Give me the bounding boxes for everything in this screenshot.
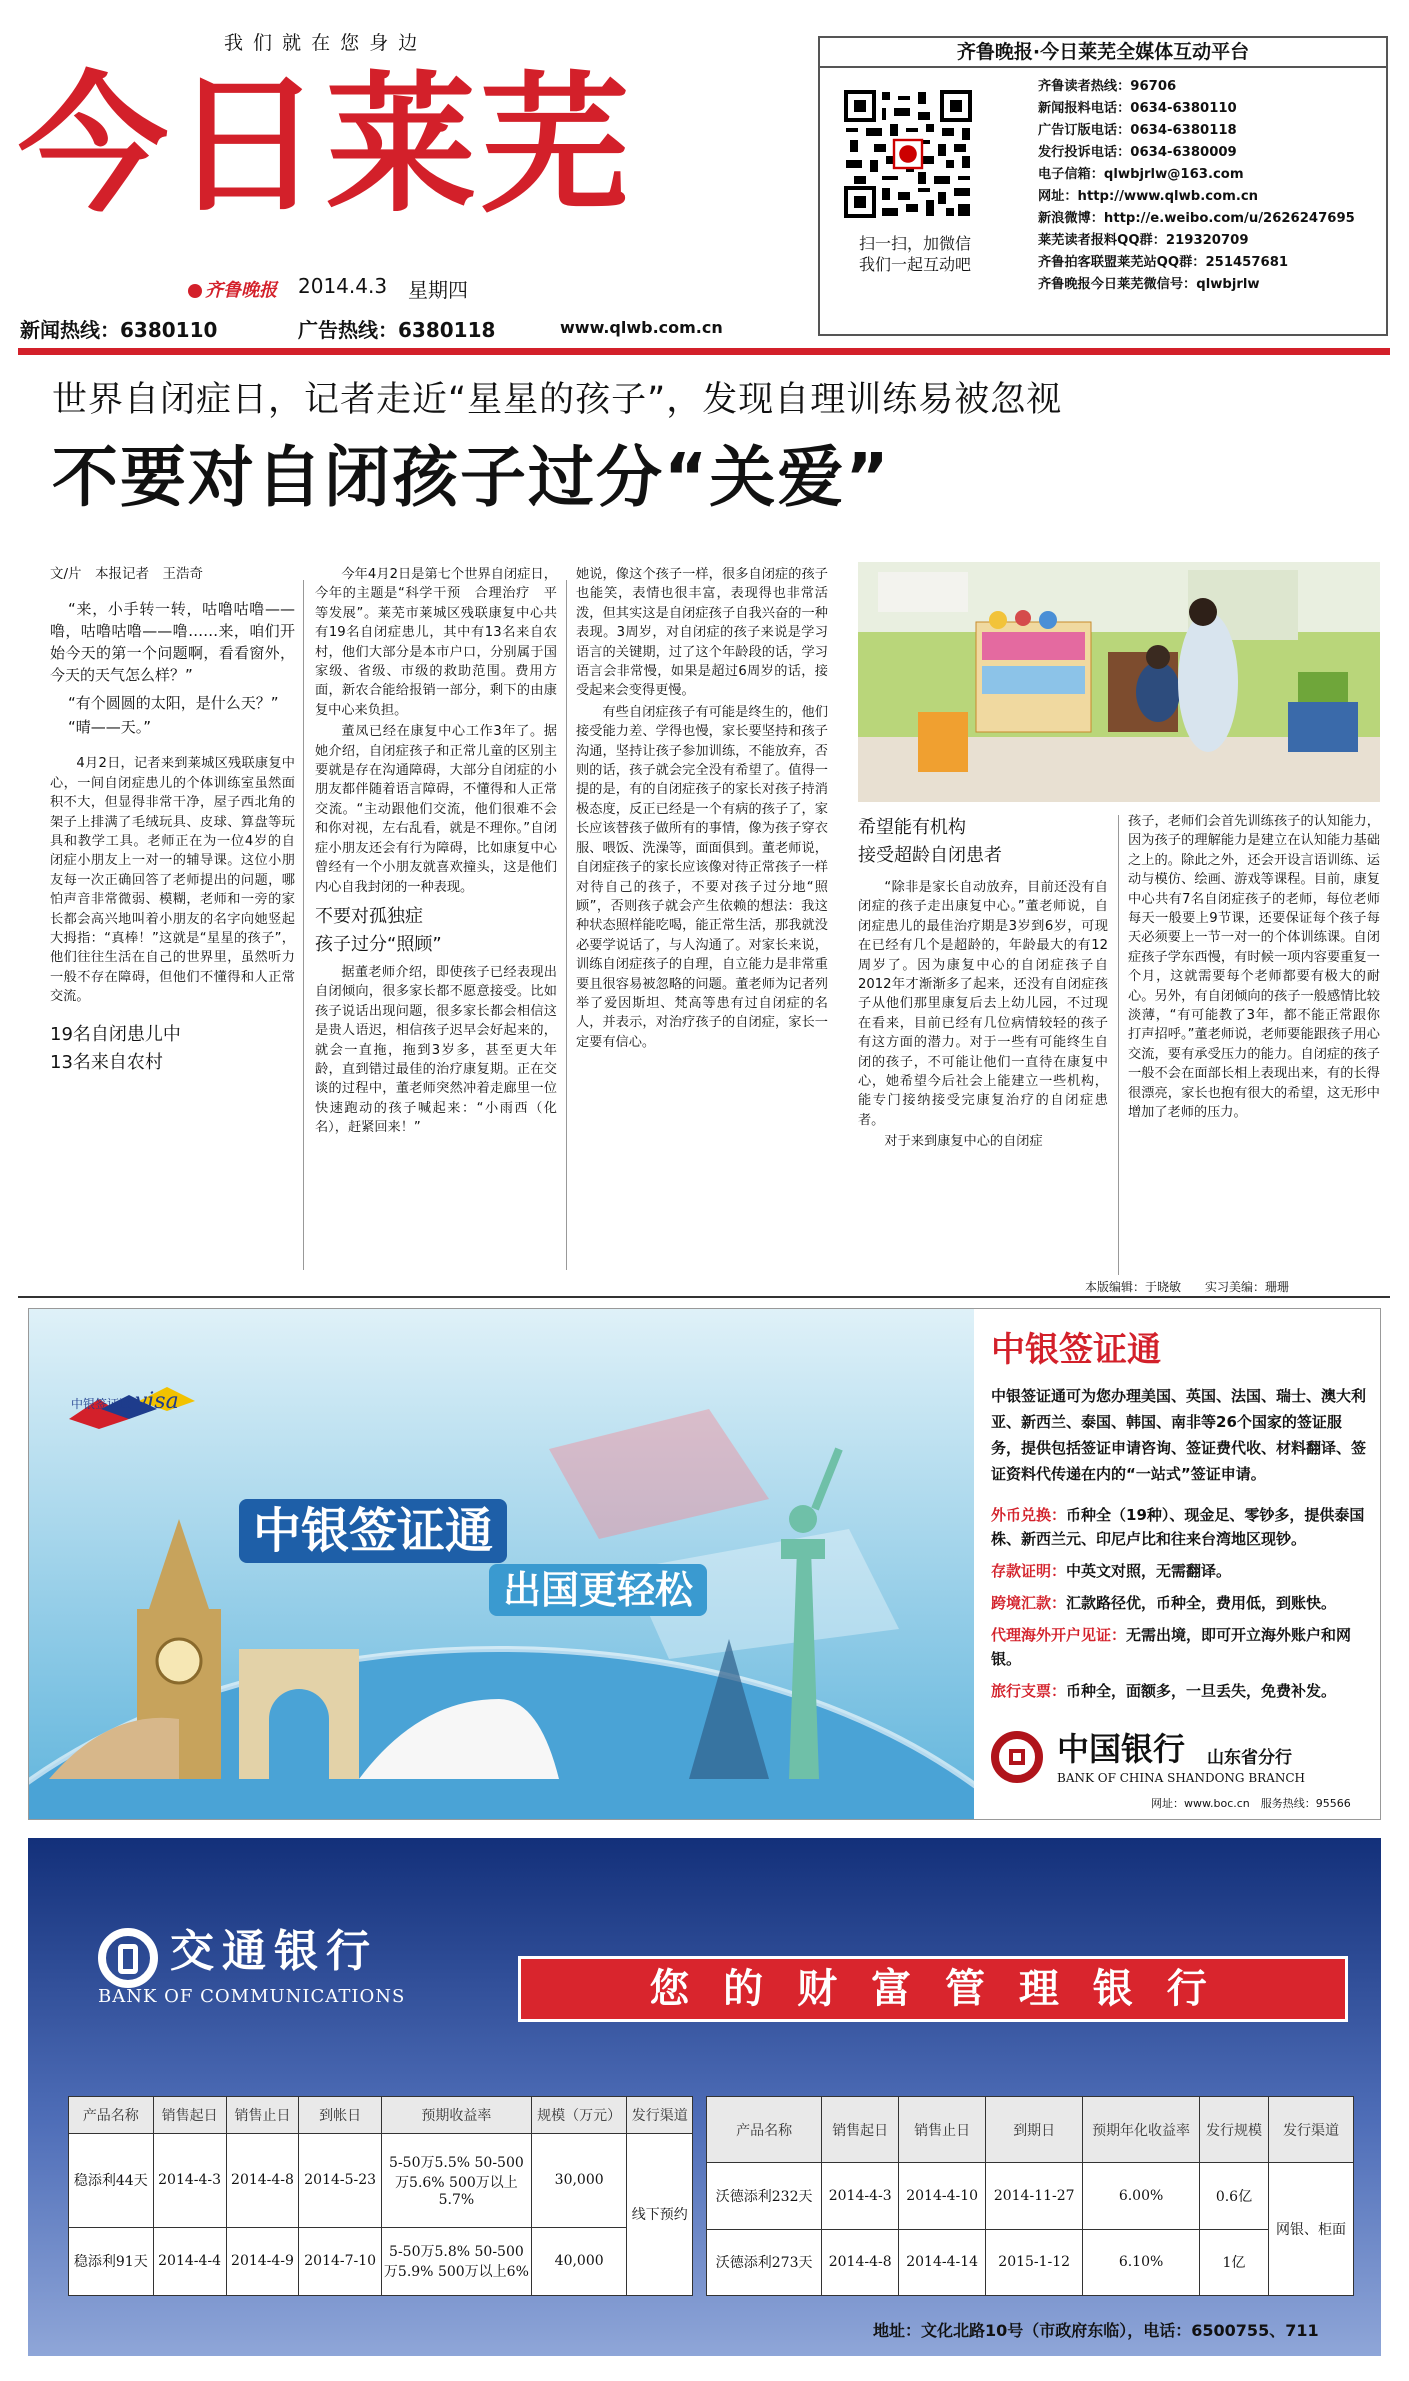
qr-code[interactable]	[842, 88, 974, 220]
bocom-address: 地址：文化北路10号（市政府东临），电话：6500755、711	[873, 2321, 1319, 2340]
article-column-5	[1128, 812, 1380, 1282]
paragraph: 4月2日，记者来到莱城区残联康复中心，一间自闭症患儿的个体训练室虽然面积不大，但显得非常干净，屋子西北角的架子上排满了毛绒玩具、皮球、算盘等玩具和教学工具。老师正在为一位4岁的自闭症小朋友上一对一的辅导课。这位小朋友每一次正确回答了老师提出的问题，哪怕声音非常微弱、模糊，老师和一旁的家长都会高兴地叫着小朋友的名字向她竖起大拇指：“真棒！”这就是“星星的孩子”，他们往往生活在自己的世界里，虽然听力一般不存在障碍，但他们不懂得和人正常交流。	[50, 756, 295, 1005]
contact-line: 莱芜读者报料QQ群：219320709	[1038, 233, 1249, 248]
boc-service: 跨境汇款：汇款路径优，币种全，费用低，到账快。	[991, 1594, 1337, 1612]
boc-ad[interactable]	[28, 1308, 1381, 1820]
table-header: 到帐日	[299, 2097, 381, 2134]
scan-hint: 扫一扫，加微信 我们一起互动吧	[858, 234, 971, 274]
boc-service: 代理海外开户见证：无需出境，即可开立海外账户和网银。	[991, 1626, 1352, 1668]
table-row: 沃德添利273天 2014-4-8 2014-4-14 2015-1-12 6.10% 1亿	[707, 2229, 1354, 2295]
table-row: 稳添利91天 2014-4-4 2014-4-9 2014-7-10 5-50万5.8% 50-500万5.9% 500万以上6% 40,000	[69, 2227, 693, 2295]
boc-ad-description: 中银签证通可为您办理美国、英国、法国、瑞士、澳大利亚、新西兰、泰国、韩国、南非等26个国家的签证服务，提供包括签证申请咨询、签证费代收、材料翻译、签证资料代传递在内的“一站式”签证申请。	[991, 1387, 1367, 1483]
paragraph: 对于来到康复中心的自闭症	[884, 1134, 1043, 1150]
bocom-table-right	[706, 2096, 1354, 2296]
ad-hotline: 广告热线：6380118	[298, 318, 496, 342]
boc-logo: 中国银行 山东省分行 BANK OF CHINA SHANDONG BRANCH	[991, 1729, 1371, 1789]
paragraph: 她说，像这个孩子一样，很多自闭症的孩子也能笑，表情也很丰富，表现得也非常活泼，但其实这是自闭症孩子自我兴奋的一种表现。3周岁，对自闭症的孩子来说是学习语言的关键期，过了这个年龄段的话，学习语言会非常慢，如果是超过6周岁的话，接受起来会变得更慢。	[576, 567, 828, 699]
platform-contacts	[1038, 76, 1383, 296]
bocom-ad[interactable]	[28, 1838, 1381, 2356]
subheading: 希望能有机构 接受超龄自闭患者	[858, 817, 1002, 866]
article-column-2	[315, 565, 557, 1283]
table-header: 销售起日	[153, 2097, 226, 2134]
table-header: 销售止日	[226, 2097, 299, 2134]
paper-title: 今日莱芜	[18, 57, 635, 233]
contact-line: 广告订版电话：0634-6380118	[1038, 123, 1237, 138]
paragraph: 今年4月2日是第七个世界自闭症日，今年的主题是“科学干预 合理治疗 平等发展”。莱芜市莱城区残联康复中心共有19名自闭症患儿，其中有13名来自农村，他们大部分是本市户口，分别属于国家级、省级、市级的救助范围。费用方面，新农合能给报销一部分，剩下的由康复中心来负担。	[315, 567, 557, 718]
boc-service: 旅行支票：币种全，面额多，一旦丢失，免费补发。	[991, 1682, 1337, 1700]
brand-logo: 齐鲁晚报	[188, 276, 277, 302]
brand-icon	[188, 284, 202, 298]
subheading: 19名自闭患儿中 13名来自农村	[50, 1023, 181, 1073]
paragraph: “晴——天。”	[68, 718, 152, 737]
column-divider	[303, 580, 304, 1270]
page-rule	[18, 1296, 1390, 1298]
table-row: 沃德添利232天 2014-4-3 2014-4-10 2014-11-27 6.00% 0.6亿 网银、柜面	[707, 2163, 1354, 2229]
paragraph: 据董老师介绍，即使孩子已经表现出自闭倾向，很多家长都不愿意接受。比如孩子说话出现问题，很多家长都会相信这是贵人语迟，相信孩子迟早会好起来的，就会一直拖，拖到3岁多，甚至更大年龄，直到错过最佳的治疗康复期。正在交谈的过程中，董老师突然冲着走廊里一位快速跑动的孩子喊起来：“小雨西（化名），赶紧回来！”	[315, 964, 557, 1136]
paragraph: “有个圆圆的太阳，是什么天？”	[68, 694, 279, 713]
boc-logo-icon	[991, 1731, 1043, 1783]
contact-line[interactable]: 电子信箱：qlwbjrlw@163.com	[1038, 167, 1244, 182]
contact-line[interactable]: 网址：http://www.qlwb.com.cn	[1038, 189, 1259, 204]
table-header: 销售止日	[899, 2097, 986, 2163]
boc-service: 外币兑换：币种全（19种）、现金足、零钞多，提供泰国株、新西兰元、印尼卢比和往来台湾地区现钞。	[991, 1506, 1365, 1548]
table-header: 到期日	[986, 2097, 1083, 2163]
paragraph: 董凤已经在康复中心工作3年了。据她介绍，自闭症孩子和正常儿童的区别主要就是存在沟通障碍，大部分自闭症的小朋友都伴随着语言障碍，不懂得和人正常交流。“主动跟他们交流，他们很难不会和你对视，左右乱看，就是不理你。”自闭症小朋友还会有行为障碍，比如康复中心曾经有一个小朋友就喜欢撞头，这是他们内心自我封闭的一种表现。	[315, 724, 557, 895]
article-column-4	[858, 808, 1108, 1283]
issue-date: 2014.4.3	[298, 274, 388, 298]
bocom-slogan: 您 的 财 富 管 理 银 行	[518, 1956, 1348, 2022]
table-header: 发行渠道	[1269, 2097, 1354, 2163]
table-header: 预期收益率	[381, 2097, 531, 2134]
boc-ad-title: 中银签证通	[991, 1330, 1161, 1370]
byline: 文/片 本报记者 王浩奇	[50, 566, 204, 582]
boc-site[interactable]: 网址：www.boc.cn 服务热线：95566	[1151, 1797, 1351, 1810]
table-header: 产品名称	[69, 2097, 154, 2134]
table-header: 发行规模	[1199, 2097, 1268, 2163]
article-headline: 不要对自闭孩子过分“关爱”	[52, 439, 891, 516]
website[interactable]: www.qlwb.com.cn	[560, 318, 723, 337]
paragraph: 孩子，老师们会首先训练孩子的认知能力，因为孩子的理解能力是建立在认知能力基础之上的。除此之外，还会开设言语训练、运动与模仿、绘画、游戏等课程。目前，康复中心共有7名自闭症孩子的老师，每位老师每天一般要上9节课，还要保证每个孩子每天必须要上一节一对一的个体训练课。自闭症孩子学东西慢，有时候一项内容要重复一个月，这就需要每个老师都要有极大的耐心。另外，有自闭倾向的孩子一般感情比较淡薄，“有可能教了3年，都不能正常跟你打声招呼。”董老师说，老师要能跟孩子用心交流，要有承受压力的能力。自闭症的孩子一般不会在面部长相上表现出来，有的长得很漂亮，家长也抱有很大的希望，这无形中增加了老师的压力。	[1128, 814, 1380, 1121]
boc-logo-small: 中银签证通 visa	[71, 1389, 179, 1414]
editor-credits: 本版编辑：于晓敏 实习美编：珊珊	[1085, 1280, 1290, 1294]
contact-line: 齐鲁读者热线：96706	[1038, 79, 1177, 94]
table-header: 产品名称	[707, 2097, 822, 2163]
bocom-logo-icon	[98, 1928, 158, 1988]
article-kicker: 世界自闭症日，记者走近“星星的孩子”，发现自理训练易被忽视	[52, 380, 1063, 420]
bocom-name-cn: 交通银行	[170, 1926, 378, 1977]
contact-line[interactable]: 新浪微博：http://e.weibo.com/u/2626247695	[1038, 211, 1355, 226]
paragraph: “来，小手转一转，咕噜咕噜——噜，咕噜咕噜——噜……来，咱们开始今天的第一个问题啊，看看窗外，今天的天气怎么样？”	[50, 600, 295, 685]
contact-line: 齐鲁拍客联盟莱芜站QQ群：251457681	[1038, 255, 1289, 270]
boc-banner-title: 中银签证通	[239, 1499, 507, 1563]
article-column-1	[50, 565, 295, 1283]
table-row: 稳添利44天 2014-4-3 2014-4-8 2014-5-23 5-50万5.5% 50-500万5.6% 500万以上5.7% 30,000 线下预约	[69, 2133, 693, 2227]
masthead-rule	[18, 348, 1390, 355]
platform-box	[818, 36, 1388, 336]
boc-service: 存款证明：中英文对照，无需翻译。	[991, 1562, 1232, 1580]
news-hotline: 新闻热线：6380110	[20, 318, 218, 342]
table-header: 发行渠道	[627, 2097, 693, 2134]
platform-title: 齐鲁晚报·今日莱芜全媒体互动平台	[820, 38, 1386, 68]
table-header: 销售起日	[822, 2097, 899, 2163]
contact-line: 发行投诉电话：0634-6380009	[1038, 145, 1237, 160]
bocom-table-left	[68, 2096, 693, 2296]
slogan: 我 们 就 在 您 身 边	[224, 32, 420, 54]
subheading: 不要对孤独症 孩子过分“照顾”	[315, 905, 442, 955]
issue-weekday: 星期四	[408, 278, 468, 302]
boc-banner-subtitle: 出国更轻松	[489, 1564, 707, 1616]
article-column-3	[576, 565, 828, 1283]
boc-ad-text	[979, 1309, 1381, 1820]
table-header: 预期年化收益率	[1083, 2097, 1200, 2163]
paragraph: “除非是家长自动放弃，目前还没有自闭症的孩子走出康复中心。”董老师说，自闭症患儿的最佳治疗期是3岁到6岁，可现在已经有几个是超龄的，年龄最大的有12周岁了。因为康复中心的自闭症孩子自2012年才渐渐多了起来，还没有自闭症孩子从他们那里康复后去上幼儿园，不过现在看来，目前已经有几位病情较轻的孩子有这方面的潜力。对于一些有可能终生自闭的孩子，不可能让他们一直待在康复中心，她希望今后社会上能建立一些机构，能专门接纳接受完康复治疗的自闭症患者。	[858, 880, 1108, 1128]
channel-cell: 线下预约	[627, 2133, 693, 2295]
table-header: 规模（万元）	[531, 2097, 627, 2134]
masthead	[0, 0, 1409, 345]
article-photo[interactable]	[858, 562, 1380, 802]
channel-cell: 网银、柜面	[1269, 2163, 1354, 2296]
column-divider	[566, 580, 567, 1270]
contact-line: 齐鲁晚报今日莱芜微信号：qlwbjrlw	[1038, 277, 1260, 292]
paragraph: 有些自闭症孩子有可能是终生的，他们接受能力差、学得也慢，家长要坚持和孩子沟通，坚持让孩子参加训练，不能放弃，否则的话，孩子就会完全没有希望了。值得一提的是，有的自闭症孩子的家长对孩子持消极态度，反正已经是一个有病的孩子了，家长应该替孩子做所有的事情，像为孩子穿衣服、喂饭、洗澡等，面面俱到。董老师说，自闭症孩子的家长应该像对待正常孩子一样对待自己的孩子，不要对孩子过分地“照顾”，否则孩子就会产生依赖的想法：我这种状态照样能吃喝，能正常生活，那我就没必要学说话了，与人沟通了。对家长来说，训练自闭症孩子的自理，自立能力是非常重要且很容易被忽略的问题。董老师为记者列举了爱因斯坦、梵高等患有过自闭症的名人，并表示，对治疗孩子的自闭症，家长一定要有信心。	[576, 704, 828, 1050]
contact-line: 新闻报料电话：0634-6380110	[1038, 101, 1237, 116]
column-divider	[1118, 815, 1119, 1275]
bocom-name-en: BANK OF COMMUNICATIONS	[98, 1986, 406, 2007]
